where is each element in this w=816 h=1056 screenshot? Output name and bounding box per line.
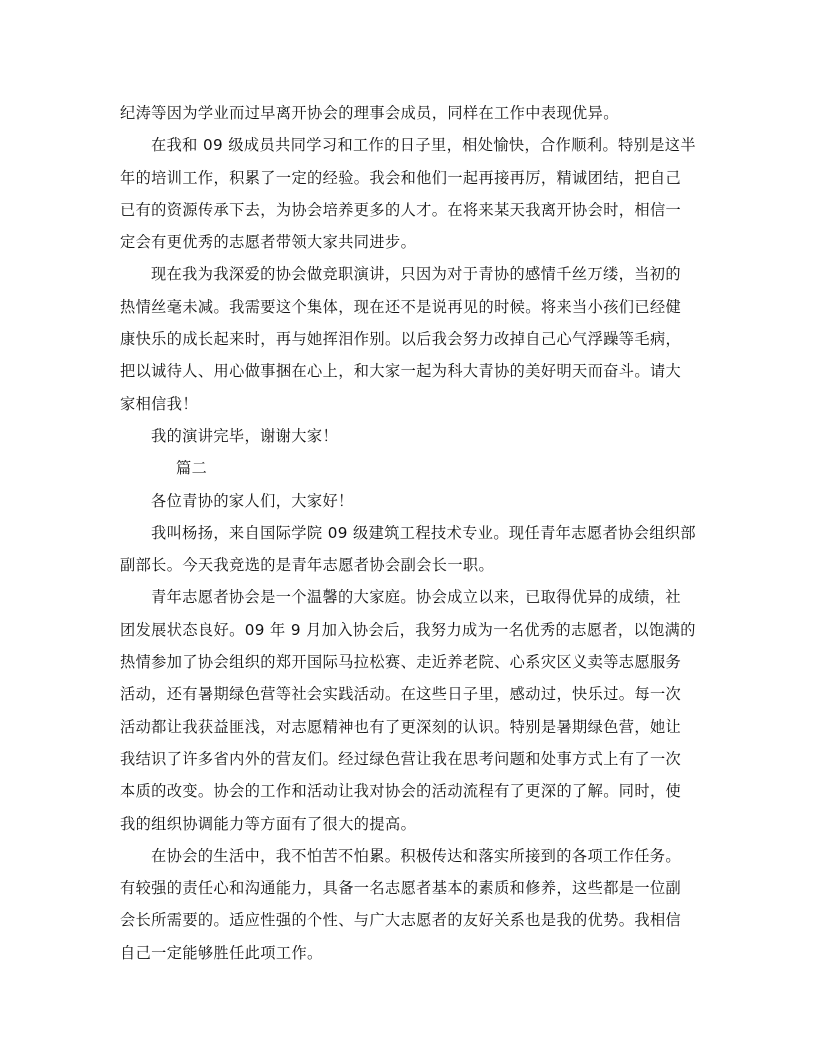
text-line: 我结识了许多省内外的营友们。经过绿色营让我在思考问题和处事方式上有了一次 xyxy=(120,749,682,768)
text-line: 各位青协的家人们，大家好！ xyxy=(151,491,354,510)
text-line: 有较强的责任心和沟通能力，具备一名志愿者基本的素质和修养，这些都是一位副 xyxy=(120,879,682,898)
text-line: 现在我为我深爱的协会做竞职演讲，只因为对于青协的感情千丝万缕，当初的 xyxy=(151,265,681,284)
text-line: 在协会的生活中，我不怕苦不怕累。积极传达和落实所接到的各项工作任务。 xyxy=(151,846,681,865)
text-line: 活动都让我获益匪浅，对志愿精神也有了更深刻的认识。特别是暑期绿色营，她让 xyxy=(120,717,682,736)
text-line: 热情丝毫未减。我需要这个集体，现在还不是说再见的时候。将来当小孩们已经健 xyxy=(120,297,682,316)
section-heading: 篇二 xyxy=(176,459,208,478)
text-line: 我叫杨扬，来自国际学院 09 级建筑工程技术专业。现任青年志愿者协会组织部 xyxy=(151,523,696,542)
text-line: 会长所需要的。适应性强的个性、与广大志愿者的友好关系也是我的优势。我相信 xyxy=(120,911,682,930)
text-line: 青年志愿者协会是一个温馨的大家庭。协会成立以来，已取得优异的成绩，社 xyxy=(151,588,681,607)
text-line: 年的培训工作，积累了一定的经验。我会和他们一起再接再厉，精诚团结，把自己 xyxy=(120,168,682,187)
text-line: 家相信我！ xyxy=(120,394,198,413)
text-line: 在我和 09 级成员共同学习和工作的日子里，相处愉快，合作顺利。特别是这半 xyxy=(151,136,696,155)
body-text xyxy=(120,97,696,969)
text-line: 纪涛等因为学业而过早离开协会的理事会成员，同样在工作中表现优异。 xyxy=(120,104,619,122)
text-line: 热情参加了协会组织的郑开国际马拉松赛、走近养老院、心系灾区义卖等志愿服务 xyxy=(120,653,682,672)
text-line: 自己一定能够胜任此项工作。 xyxy=(120,943,323,962)
text-line: 活动，还有暑期绿色营等社会实践活动。在这些日子里，感动过，快乐过。每一次 xyxy=(120,685,682,704)
text-line: 已有的资源传承下去，为协会培养更多的人才。在将来某天我离开协会时，相信一 xyxy=(120,200,682,219)
text-line: 我的组织协调能力等方面有了很大的提高。 xyxy=(120,814,417,833)
text-line: 本质的改变。协会的工作和活动让我对协会的活动流程有了更深的了解。同时，使 xyxy=(120,782,682,801)
text-line: 把以诚待人、用心做事捆在心上，和大家一起为科大青协的美好明天而奋斗。请大 xyxy=(120,362,682,381)
text-line: 我的演讲完毕，谢谢大家！ xyxy=(151,426,339,445)
text-line: 副部长。今天我竞选的是青年志愿者协会副会长一职。 xyxy=(120,556,495,575)
text-line: 定会有更优秀的志愿者带领大家共同进步。 xyxy=(120,233,417,252)
text-line: 团发展状态良好。09 年 9 月加入协会后，我努力成为一名优秀的志愿者，以饱满的 xyxy=(120,620,696,639)
text-line: 康快乐的成长起来时，再与她挥泪作别。以后我会努力改掉自己心气浮躁等毛病， xyxy=(120,330,682,349)
